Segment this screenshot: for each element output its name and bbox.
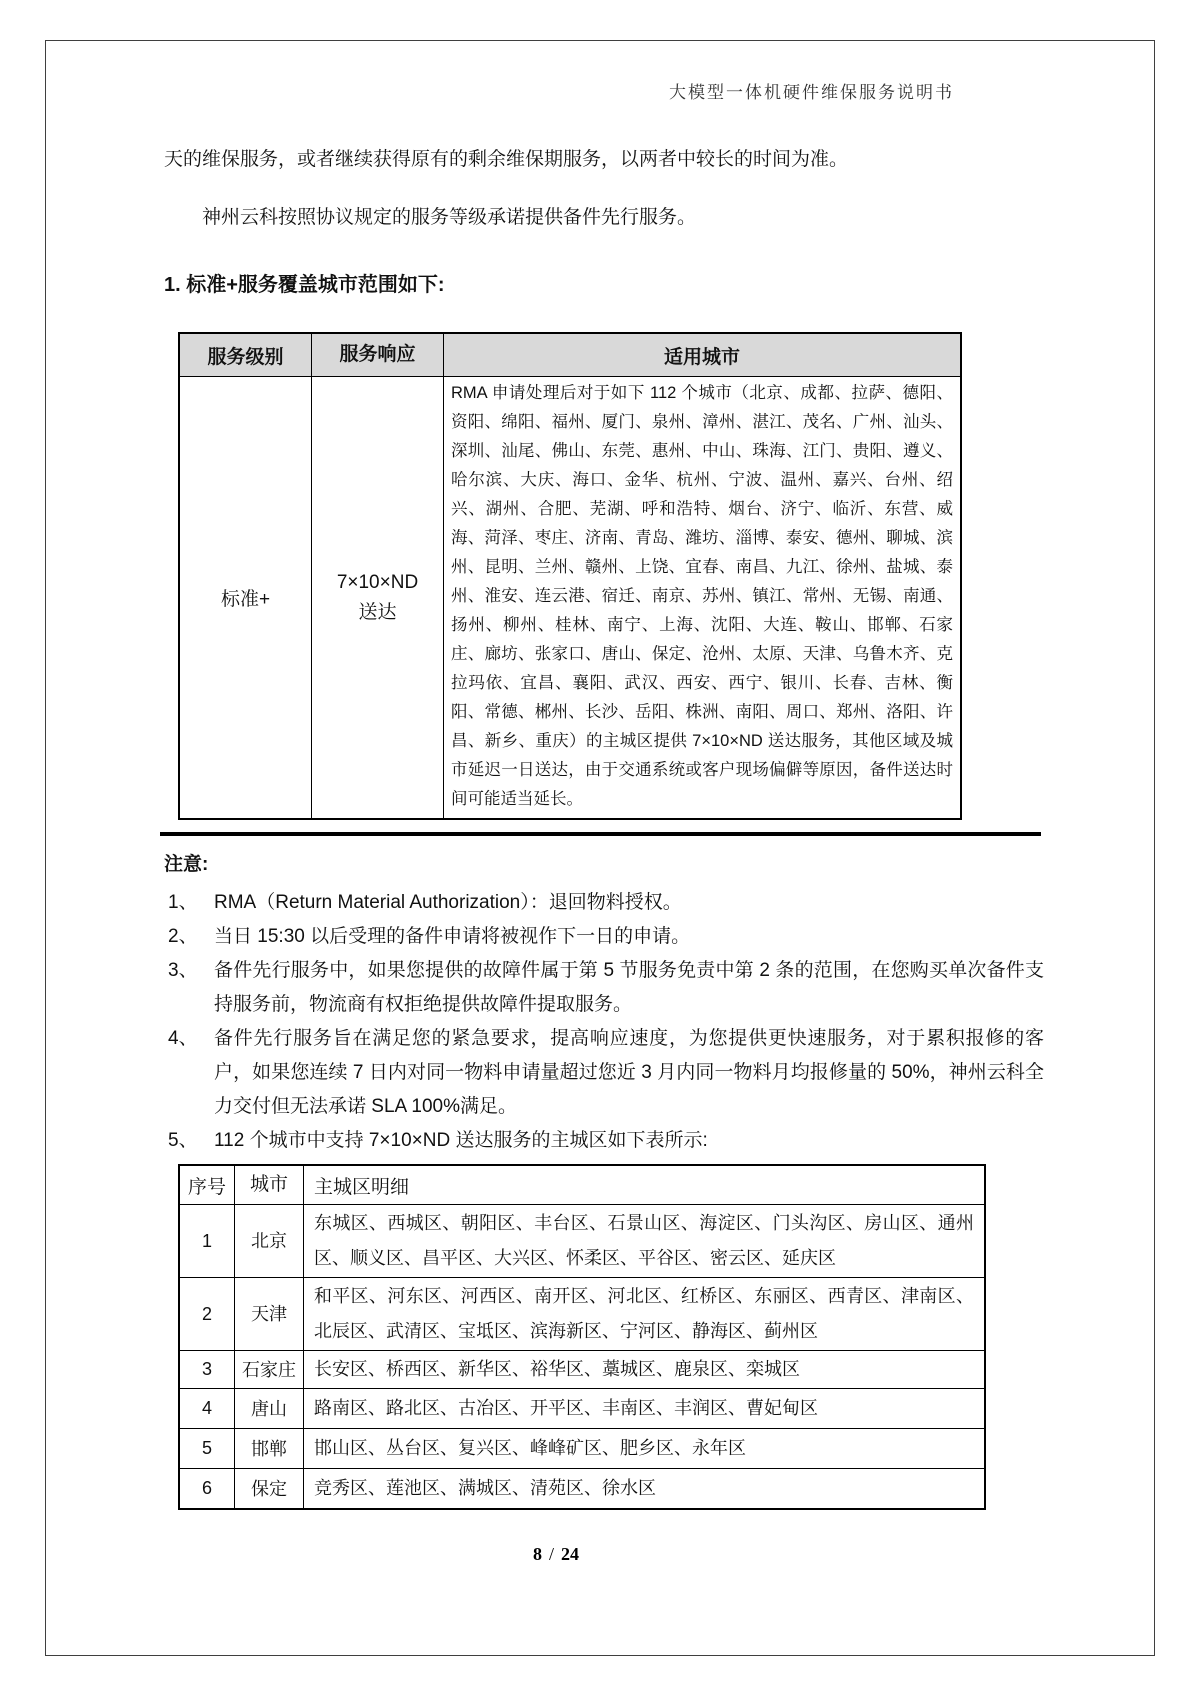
paragraph-warranty-duration: 天的维保服务，或者继续获得原有的剩余维保期服务，以两者中较长的时间为准。	[164, 149, 849, 170]
cell-index: 6	[179, 1469, 235, 1510]
cell-districts: 邯山区、丛台区、复兴区、峰峰矿区、肥乡区、永年区	[304, 1429, 986, 1469]
col-header-applicable-cities: 适用城市	[444, 333, 962, 377]
note-number: 3、	[168, 960, 198, 981]
page-number-current: 8	[532, 1544, 542, 1564]
district-detail-table	[178, 1164, 986, 1510]
service-table-header-row	[179, 333, 961, 377]
district-table-header-row	[179, 1165, 985, 1205]
cell-districts: 和平区、河东区、河西区、南开区、河北区、红桥区、东丽区、西青区、津南区、北辰区、武清区、宝坻区、滨海新区、宁河区、静海区、蓟州区	[304, 1278, 986, 1351]
cell-city: 邯郸	[235, 1429, 304, 1469]
cell-index: 2	[179, 1278, 235, 1351]
document-header	[164, 78, 954, 103]
notes-list	[164, 886, 1044, 1158]
col-header-index: 序号	[179, 1165, 235, 1205]
note-item-2	[164, 920, 1044, 954]
district-row-beijing	[179, 1205, 985, 1278]
cell-index: 3	[179, 1351, 235, 1389]
section-divider-rule	[160, 832, 1041, 836]
col-header-districts: 主城区明细	[304, 1165, 986, 1205]
page-number-separator: /	[548, 1544, 554, 1564]
paragraph-spare-parts-commitment: 神州云科按照协议规定的服务等级承诺提供备件先行服务。	[202, 207, 697, 228]
note-text: 备件先行服务旨在满足您的紧急要求，提高响应速度，为您提供更快速服务，对于累积报修的客户，如果您连续 7 日内对同一物料申请量超过您近 3 月内同一物料月均报修量的 50%，神州云科全力交付但无法承诺 SLA 100%满足。	[214, 1028, 1044, 1117]
note-item-4	[164, 1022, 1044, 1124]
cell-districts: 东城区、西城区、朝阳区、丰台区、石景山区、海淀区、门头沟区、房山区、通州区、顺义区、昌平区、大兴区、怀柔区、平谷区、密云区、延庆区	[304, 1205, 986, 1278]
cell-districts: 长安区、桥西区、新华区、裕华区、藁城区、鹿泉区、栾城区	[304, 1351, 986, 1389]
service-response-line1: 7×10×ND	[336, 571, 419, 593]
note-number: 1、	[168, 892, 198, 913]
cell-city: 唐山	[235, 1389, 304, 1429]
note-text: 当日 15:30 以后受理的备件申请将被视作下一日的申请。	[214, 926, 691, 947]
district-row-tianjin	[179, 1278, 985, 1351]
service-response-line2: 送达	[358, 601, 397, 623]
cell-city: 保定	[235, 1469, 304, 1510]
note-item-1	[164, 886, 1044, 920]
cell-index: 1	[179, 1205, 235, 1278]
note-text: 112 个城市中支持 7×10×ND 送达服务的主城区如下表所示:	[214, 1130, 708, 1151]
col-header-city: 城市	[235, 1165, 304, 1205]
header-title: 大模型一体机硬件维保服务说明书	[669, 83, 954, 102]
cell-city: 石家庄	[235, 1351, 304, 1389]
note-number: 2、	[168, 926, 198, 947]
cell-index: 4	[179, 1389, 235, 1429]
cell-districts: 竞秀区、莲池区、满城区、清苑区、徐水区	[304, 1469, 986, 1510]
section-heading-coverage: 1. 标准+服务覆盖城市范围如下:	[164, 274, 445, 296]
notes-label: 注意:	[164, 854, 209, 875]
note-item-5	[164, 1124, 1044, 1158]
district-row-handan	[179, 1429, 985, 1469]
document-body	[164, 146, 1044, 1510]
note-number: 5、	[168, 1130, 198, 1151]
cell-service-level: 标准+	[179, 377, 312, 820]
note-number: 4、	[168, 1028, 198, 1049]
district-row-tangshan	[179, 1389, 985, 1429]
cell-city: 天津	[235, 1278, 304, 1351]
cell-index: 5	[179, 1429, 235, 1469]
cell-city: 北京	[235, 1205, 304, 1278]
district-row-shijiazhuang	[179, 1351, 985, 1389]
cell-service-response	[312, 377, 444, 820]
service-coverage-table	[178, 332, 962, 820]
col-header-service-response: 服务响应	[312, 333, 444, 377]
service-table-row-standard-plus	[179, 377, 961, 820]
page-footer	[0, 1544, 1112, 1565]
col-header-service-level: 服务级别	[179, 333, 312, 377]
cell-districts: 路南区、路北区、古冶区、开平区、丰南区、丰润区、曹妃甸区	[304, 1389, 986, 1429]
note-item-3	[164, 954, 1044, 1022]
cell-applicable-cities: RMA 申请处理后对于如下 112 个城市（北京、成都、拉萨、德阳、资阳、绵阳、福州、厦门、泉州、漳州、湛江、茂名、广州、汕头、深圳、汕尾、佛山、东莞、惠州、中山、珠海、江门、贵阳、遵义、哈尔滨、大庆、海口、金华、杭州、宁波、温州、嘉兴、台州、绍兴、湖州、合肥、芜湖、呼和浩特、烟台、济宁、临沂、东营、威海、菏泽、枣庄、济南、青岛、潍坊、淄博、泰安、德州、聊城、滨州、昆明、兰州、赣州、上饶、宜春、南昌、九江、徐州、盐城、泰州、淮安、连云港、宿迁、南京、苏州、镇江、常州、无锡、南通、扬州、柳州、桂林、南宁、上海、沈阳、大连、鞍山、邯郸、石家庄、廊坊、张家口、唐山、保定、沧州、太原、天津、乌鲁木齐、克拉玛依、宜昌、襄阳、武汉、西安、西宁、银川、长春、吉林、衡阳、常德、郴州、长沙、岳阳、株洲、南阳、周口、郑州、洛阳、许昌、新乡、重庆）的主城区提供 7×10×ND 送达服务，其他区域及城市延迟一日送达，由于交通系统或客户现场偏僻等原因，备件送达时间可能适当延长。	[444, 377, 962, 820]
page-number-total: 24	[561, 1544, 579, 1564]
note-text: 备件先行服务中，如果您提供的故障件属于第 5 节服务免责中第 2 条的范围，在您购买单次备件支持服务前，物流商有权拒绝提供故障件提取服务。	[214, 960, 1044, 1015]
note-text: RMA（Return Material Authorization）：退回物料授权。	[214, 892, 682, 913]
district-row-baoding	[179, 1469, 985, 1510]
